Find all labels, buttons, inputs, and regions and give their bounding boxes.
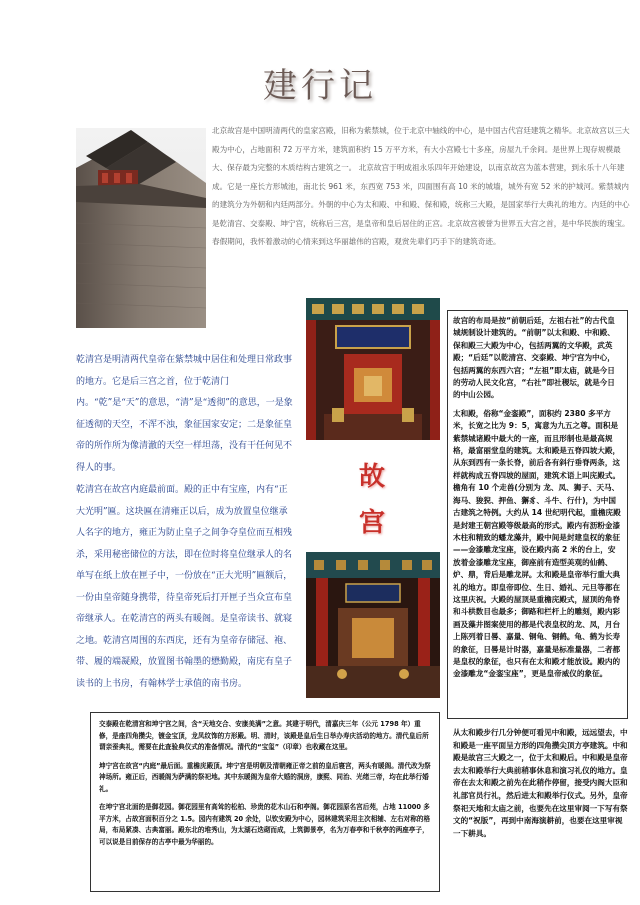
qianqing-palace-throne-photo [306,298,440,440]
palace-heading: 故宫 [358,462,385,538]
layout-paragraph: 故宫的布局是按“前朝后廷，左祖右社”的古代皇城规制设计建筑的。“前朝”以太和殿、中和殿、保和殿三大殿为中心，包括两翼的文华殿，武英殿；“后廷”以乾清宫、交泰殿、坤宁宫为中心，包括两翼的东西六宫；“左祖”即太庙，就是今日的劳动人民文化宫，“右社”即社稷坛，就是今日的中山公园。 [453,316,615,400]
imperial-garden-paragraph: 在坤宁宫北面的是御花园。御花园里有高耸的松柏、珍贵的花木山石和亭阁。御花园原名宫后苑，占地 11000 多平方米，占故宫面积百分之 1.5。园内有建筑 20 余处，以钦安殿为中心，园林建筑采用主次相辅、左右对称的格局，布局紧凑、古典富丽。殿东北的堆秀山，为太湖石迭砌而成，上筑御景亭，名为万春亭和千秋亭的两座亭子，可以说是目前保存的古亭中最为华丽的。 [99,803,431,846]
jiaotai-paragraph: 交泰殿在乾清宫和坤宁宫之间，含“天地交合、安康美满”之意。其建于明代，清嘉庆三年（公元 1798 年）重修，是座四角攒尖，镀金宝顶，龙凤纹饰的方形殿。明、清时，该殿是皇后生日举办寿庆活动的地方。清代皇后所谓亲蚕典礼，需要在此查验典仪式的准备情况。清代的“宝玺”（印章）也收藏在这里。 [99,720,429,751]
jiaotai-kunning-garden-box [90,712,440,892]
intro-paragraph: 北京故宫是中国明清两代的皇家宫殿，旧称为紫禁城，位于北京中轴线的中心，是中国古代宫廷建筑之精华。北京故宫以三大殿为中心，占地面积 72 万平方米，建筑面积约 15 万平方米，有大小宫殿七十多座，房屋九千余间。是世界上现存规模最大、保存最为完整的木质结构古建筑之一。 北京故宫于明成祖永乐四年开始建设，以南京故宫为蓝本营建，到永乐十八年建成。它是一座长方形城池，南北长 961 米，东西宽 753 米，四面围有高 10 米的城墙，城外有宽 52 米的护城河。紫禁城内的建筑分为外朝和内廷两部分。外朝的中心为太和殿、中和殿、保和殿，统称三大殿，是国家举行大典礼的地方。内廷的中心是乾清宫、交泰殿、坤宁宫，统称后三宫，是皇帝和皇后居住的正宫。北京故宫被誉为世界五大宫之首，是中华民族的瑰宝。春假期间，我怀着激动的心情来到这华丽雄伟的宫殿，观赏先辈们巧手下的建筑奇迹。 [212,126,630,246]
layout-and-taihe-box [447,310,628,719]
taihe-paragraph: 太和殿，俗称“金銮殿”，面积约 2380 多平方米，长宽之比为 9：5，寓意为九五之尊。面积是紫禁城诸殿中最大的一座，而且形制也是最高规格，最富丽堂皇的建筑。太和殿是五脊四坡大殿，从东到西有一条长脊，前后各有斜行垂脊两条，这样就构成五脊四坡的屋面，建筑术语上叫庑殿式。檐角有 10 个走兽(分别为 龙、凤、狮子、天马、海马、狻猊、押鱼、獬豸、斗牛、行什)，为中国古建筑之特例。大约从 14 世纪明代起，重檐庑殿是封建王朝宫殿等级最高的形式。殿内有沥粉金漆木柱和精致的蟠龙藻井，殿中间是封建皇权的象征——金漆雕龙宝座，设在殿内高 2 米的台上，安放着金漆雕龙宝座，御座前有造型美观的仙鹤、炉、鼎，背后是雕龙屏。太和殿是皇帝举行重大典礼的地方。即皇帝即位、生日、婚礼、元旦等都在这里庆祝。大殿的屋顶是重檐庑殿式，屋顶的角脊和斗栱数目也最多；御路和栏杆上的雕刻，殿内彩画及藻井图案使用的都是代表皇权的龙、凤，月台上陈列着日晷、嘉量、铜龟、铜鹤。龟、鹤为长寿的象征，日晷是计时器，嘉量是标准量器，二者都是皇权的象征，也只有在太和殿才能放设。殿内的金漆雕龙“金銮宝座”，更是皇帝威仪的象征。 [453,408,621,679]
kunning-paragraph: 坤宁宫在故宫“内庭”最后面。重檐庑殿顶。坤宁宫是明朝及清朝雍正帝之前的皇后寝宫，两头有暖阁。清代改为祭神场所。雍正后，西暖阁为萨满的祭祀地。其中东暖阁为皇帝大婚的洞房，康熙、同治、光绪三帝，均在此举行婚礼。 [99,761,431,793]
qianqing-paragraph-2: 乾清宫在故宫内庭最前面。殿的正中有宝座，内有“正大光明”匾。这块匾在清雍正以后，成为放置皇位继承人名字的地方，雍正为防止皇子之间争夺皇位而互相残杀，采用秘密储位的方法，即在位时将皇位继承人的名单写在纸上放在匣子中，一份放在“正大光明”匾额后，一份由皇帝随身携带，待皇帝死后打开匣子当众宣布皇帝继承人。在乾清宫的两头有暖阁。是皇帝读书、就寝之地。乾清宫周围的东西庑，还有为皇帝存储冠、袍、带、履的端凝殿，放置图书翰墨的懋勤殿，南庑有皇子读书的上书房，有翰林学士承值的南书房。 [76,485,293,689]
page-title: 建行记 [263,66,377,106]
palace-corner-tower-photo [76,128,206,328]
zhonghe-paragraph: 从太和殿步行几分钟便可看见中和殿，远远望去，中和殿是一座平面呈方形的四角攒尖顶方亭建筑。中和殿是故宫三大殿之一，位于太和殿后。中和殿是皇帝去太和殿举行大典前稍事休息和演习礼仪的地方。皇帝在去太和殿之前先在此稍作停留，接受内阁大臣和礼部官员行礼，然后进太和殿举行仪式。另外，皇帝祭祀天地和太庙之前，也要先在这里审阅一下写有祭文的“祝版”，再到中南海演耕前，也要在这里审视一下耕具。 [453,728,628,838]
palace-hall-interior-photo [306,552,440,698]
qianqing-paragraph-1: 乾清宫是明清两代皇帝在紫禁城中居住和处理日常政事的地方。它是后三宫之首，位于乾清门内。“乾”是“天”的意思，“清”是“透彻”的意思，一是象征透彻的天空，不浑不浊，象征国家安定；二是象征皇帝的所作所为像清澈的天空一样坦荡，没有干任何见不得人的事。 [76,355,293,473]
